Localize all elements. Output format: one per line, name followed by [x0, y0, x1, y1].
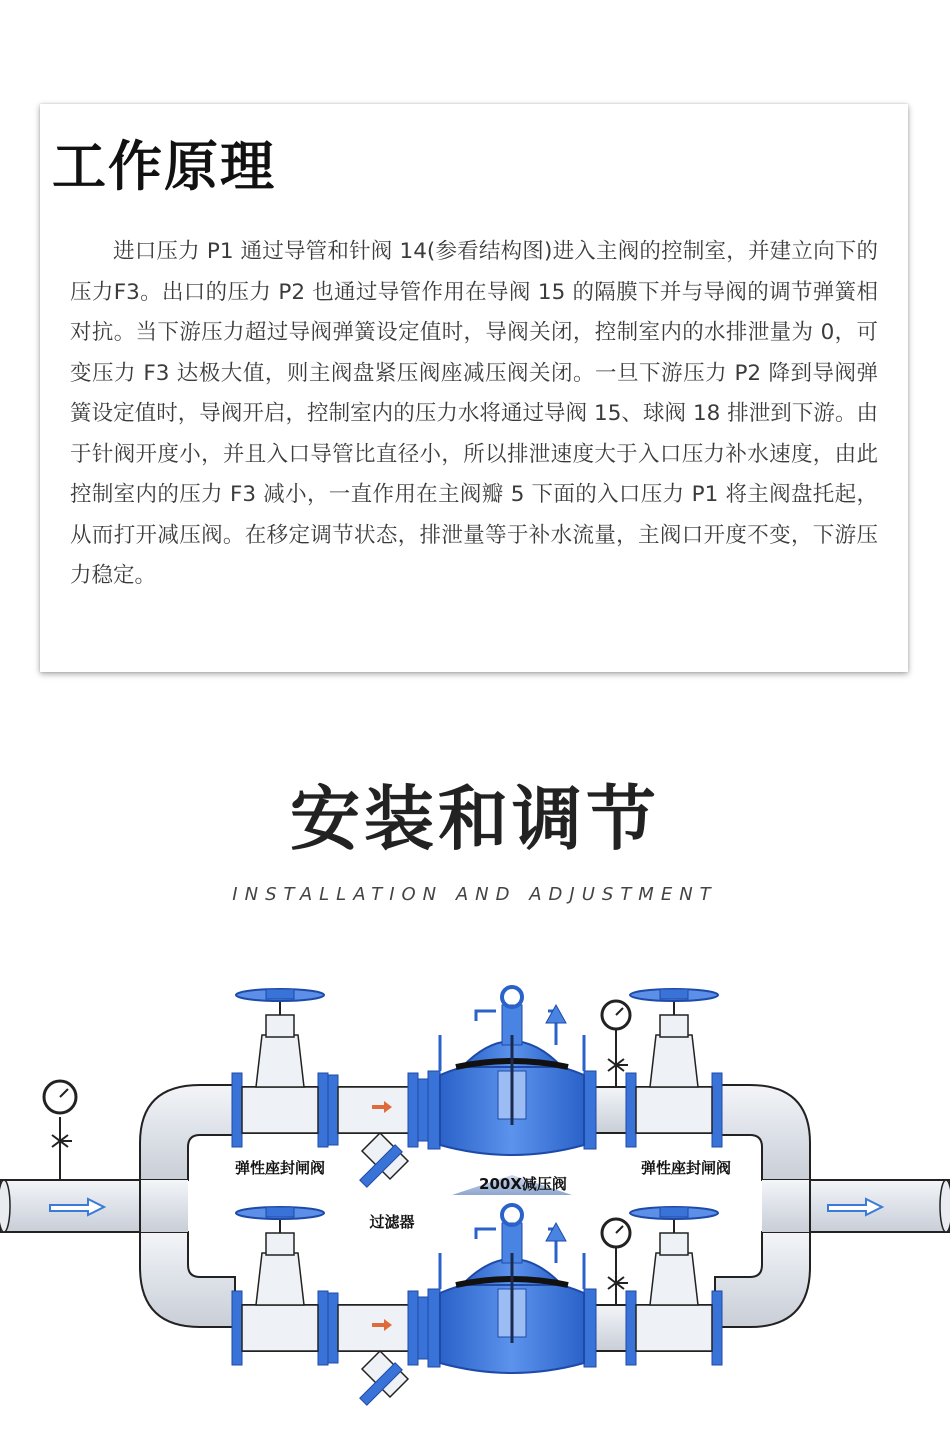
filter-icon: [328, 1073, 428, 1187]
pressure-gauge-icon: [44, 1081, 76, 1180]
gate-valve-left-icon: [232, 989, 328, 1147]
working-principle-text: 进口压力 P1 通过导管和针阀 14(参看结构图)进入主阀的控制室，并建立向下的压力F3。出口的压力 P2 也通过导管作用在导阀 15 的隔膜下并与导阀的调节弹簧相对抗。当下游压力超过导阀弹簧设定值时，导阀关闭，控制室内的水排泄量为 0，可变压力 F3 达极大值，则主阀盘紧压阀座减压阀关闭。一旦下游压力 P2 降到导阀弹簧设定值时，导阀开启，控制室内的压力水将通过导阀 15、球阀 18 排泄到下游。由于针阀开度小，并且入口导管比直径小，所以排泄速度大于入口压力补水速度，由此控制室内的压力 F3 减小，一直作用在主阀瓣 5 下面的入口压力 P1 将主阀盘托起，从而打开减压阀。在移定调节状态，排泄量等于补水流量，主阀口开度不变，下游压力稳定。: [70, 239, 878, 588]
valve-branch-top: [232, 987, 722, 1187]
working-principle-card: [40, 104, 908, 672]
main-valve-label: 200X减压阀: [479, 1175, 567, 1193]
installation-subtitle: INSTALLATION AND ADJUSTMENT: [232, 884, 718, 905]
installation-diagram: [0, 975, 950, 1429]
gate-valve-right-icon: [626, 989, 722, 1147]
gate-valve-right-label: 弹性座封闸阀: [640, 1159, 732, 1177]
valve-branch-bottom: [232, 1205, 722, 1405]
installation-title: 安装和调节: [290, 778, 660, 860]
pressure-reducing-valve-icon: [428, 987, 596, 1155]
working-principle-title: 工作原理: [52, 135, 276, 198]
filter-label: 过滤器: [369, 1213, 415, 1231]
gate-valve-left-label: 弹性座封闸阀: [234, 1159, 326, 1177]
